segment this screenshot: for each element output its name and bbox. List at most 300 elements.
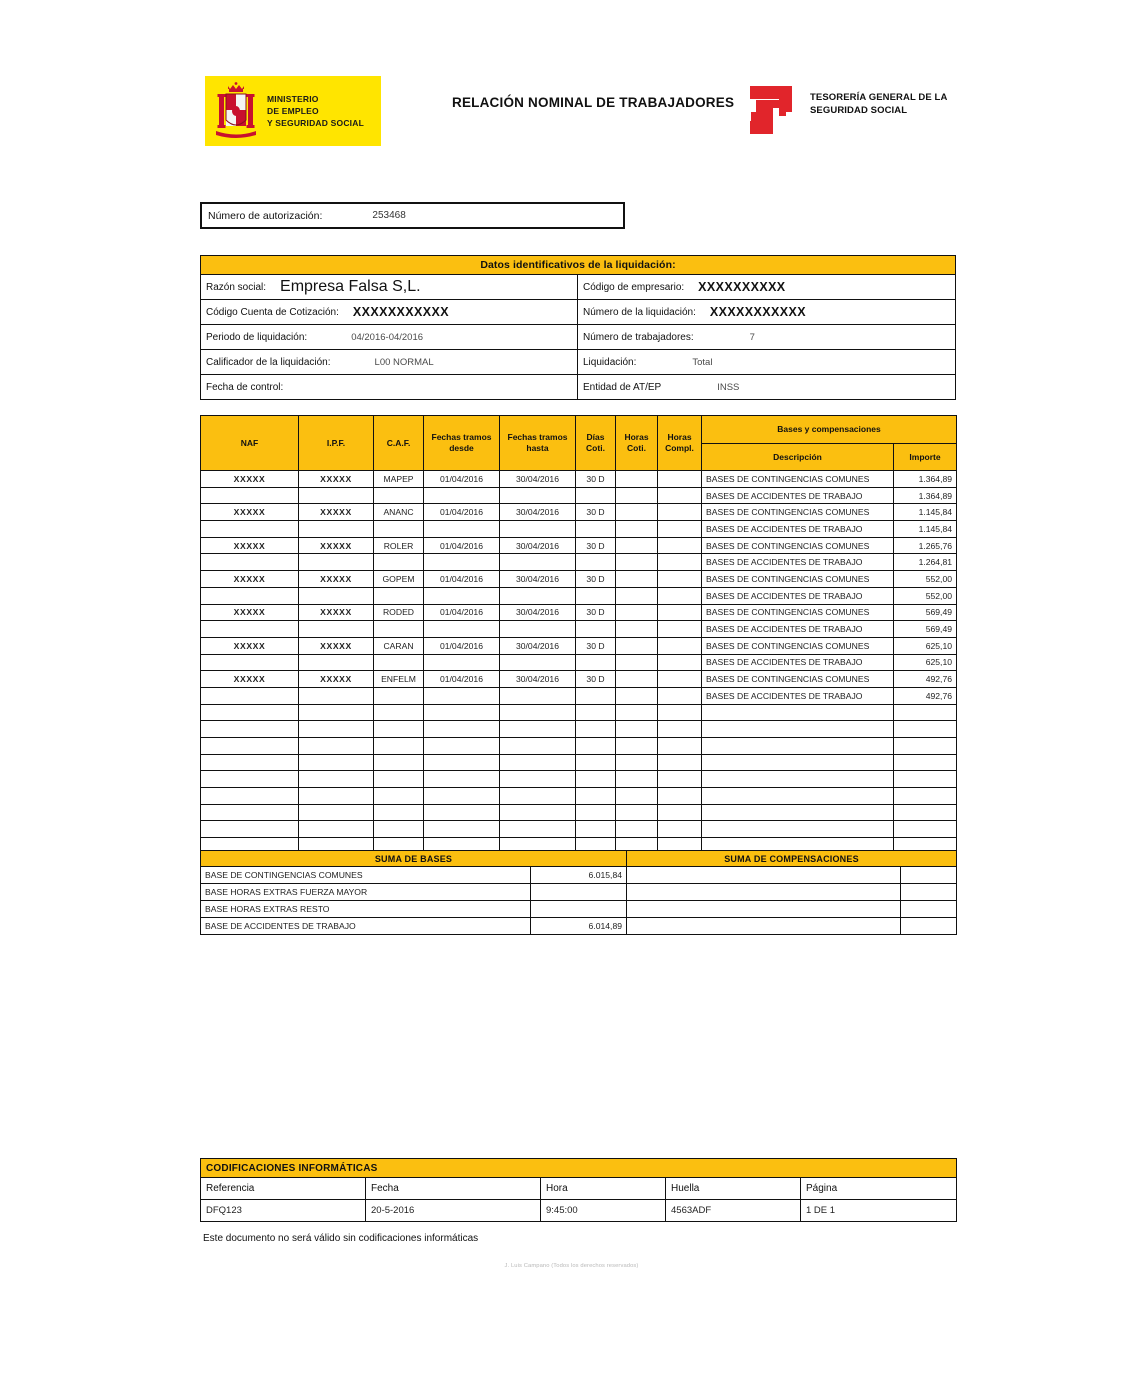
cell-naf [201,821,299,838]
cell-naf: XXXXX [201,671,299,688]
sums-header-bases: SUMA DE BASES [201,851,627,867]
workers-table-body [201,471,957,855]
identification-label: Entidad de AT/EP [583,381,662,393]
col-bases-group: Bases y compensaciones [702,416,957,444]
cell-importe: 569,49 [894,604,957,621]
identification-row [201,275,955,300]
identification-label: Calificador de la liquidación: [206,356,331,368]
sums-row [201,918,957,935]
sums-table [200,850,957,935]
document-header [0,62,1143,152]
cell-hasta: 30/04/2016 [500,537,576,554]
cell-naf: XXXXX [201,504,299,521]
cell-hcoti [616,804,658,821]
cell-descripcion: BASES DE CONTINGENCIAS COMUNES [702,604,894,621]
cell-caf: GOPEM [374,571,424,588]
table-row [201,621,957,638]
cell-descripcion: BASES DE ACCIDENTES DE TRABAJO [702,587,894,604]
sums-comp-label [627,901,901,918]
cell-importe: 1.264,81 [894,554,957,571]
cell-desde [424,804,500,821]
codif-value-huella: 4563ADF [666,1200,801,1222]
cell-dias: 30 D [576,571,616,588]
tgss-line-2: SEGURIDAD SOCIAL [810,104,908,116]
codif-col-referencia: Referencia [201,1178,366,1200]
cell-descripcion: BASES DE ACCIDENTES DE TRABAJO [702,487,894,504]
table-row [201,471,957,488]
codif-col-pagina: Página [801,1178,957,1200]
ministry-name [267,93,364,130]
codif-col-fecha: Fecha [366,1178,541,1200]
cell-hcoti [616,721,658,738]
cell-naf [201,771,299,788]
cell-ipf [299,587,374,604]
cell-hcompl [658,671,702,688]
cell-caf: CARAN [374,637,424,654]
cell-caf [374,687,424,704]
cell-descripcion: BASES DE CONTINGENCIAS COMUNES [702,637,894,654]
cell-hasta [500,771,576,788]
table-row [201,687,957,704]
cell-caf [374,738,424,755]
cell-hasta [500,587,576,604]
col-ipf: I.P.F. [299,416,374,471]
cell-naf [201,554,299,571]
cell-hasta [500,621,576,638]
cell-ipf [299,754,374,771]
col-descripcion: Descripción [702,444,894,471]
cell-dias [576,521,616,538]
table-row [201,671,957,688]
cell-importe: 492,76 [894,687,957,704]
cell-dias: 30 D [576,671,616,688]
identification-row [201,375,955,399]
cell-ipf: XXXXX [299,504,374,521]
col-caf: C.A.F. [374,416,424,471]
cell-hasta: 30/04/2016 [500,471,576,488]
cell-naf [201,687,299,704]
codif-value-pagina: 1 DE 1 [801,1200,957,1222]
table-row [201,521,957,538]
cell-ipf [299,687,374,704]
identification-cell-left [201,325,578,349]
cell-hasta [500,687,576,704]
codifications-table [200,1158,957,1222]
cell-caf [374,721,424,738]
cell-descripcion [702,804,894,821]
sums-comp-value [901,884,957,901]
codif-col-huella: Huella [666,1178,801,1200]
cell-hasta: 30/04/2016 [500,671,576,688]
cell-hcoti [616,654,658,671]
identification-cell-right [578,300,955,324]
cell-hcoti [616,704,658,721]
cell-descripcion: BASES DE ACCIDENTES DE TRABAJO [702,554,894,571]
identification-value: 7 [749,331,755,343]
cell-descripcion: BASES DE CONTINGENCIAS COMUNES [702,504,894,521]
authorization-number-box [200,202,625,229]
identification-label: Liquidación: [583,356,637,368]
cell-hcompl [658,571,702,588]
authorization-value: 253468 [372,210,406,221]
cell-desde [424,821,500,838]
table-row [201,754,957,771]
cell-desde: 01/04/2016 [424,604,500,621]
sums-table-head [201,851,957,867]
cell-importe: 1.364,89 [894,471,957,488]
identification-label: Número de la liquidación: [583,306,696,318]
cell-importe [894,821,957,838]
col-fechas-desde: Fechas tramos desde [424,416,500,471]
cell-caf [374,621,424,638]
cell-dias: 30 D [576,637,616,654]
cell-hasta: 30/04/2016 [500,604,576,621]
cell-descripcion [702,771,894,788]
sums-base-label: BASE HORAS EXTRAS FUERZA MAYOR [201,884,531,901]
cell-descripcion: BASES DE CONTINGENCIAS COMUNES [702,537,894,554]
sums-comp-label [627,884,901,901]
col-fechas-hasta: Fechas tramos hasta [500,416,576,471]
cell-desde [424,771,500,788]
table-row [201,771,957,788]
cell-desde: 01/04/2016 [424,537,500,554]
tgss-line-1: TESORERÍA GENERAL DE LA [810,92,948,103]
cell-hcoti [616,821,658,838]
table-row [201,704,957,721]
codif-value-fecha: 20-5-2016 [366,1200,541,1222]
codifications-value-row [201,1200,957,1222]
cell-descripcion [702,821,894,838]
identification-cell-left [201,275,578,299]
table-row [201,537,957,554]
cell-hcompl [658,687,702,704]
identification-cell-right [578,350,955,374]
cell-dias [576,788,616,805]
cell-caf [374,804,424,821]
cell-desde: 01/04/2016 [424,571,500,588]
cell-hcoti [616,471,658,488]
cell-desde: 01/04/2016 [424,471,500,488]
cell-dias [576,754,616,771]
identification-cell-left [201,300,578,324]
cell-hasta [500,738,576,755]
cell-naf: XXXXX [201,537,299,554]
table-row [201,721,957,738]
cell-naf [201,487,299,504]
cell-hcoti [616,587,658,604]
cell-dias [576,804,616,821]
identification-cell-right [578,375,955,399]
cell-caf [374,821,424,838]
identification-cell-left [201,375,578,399]
cell-ipf [299,721,374,738]
cell-importe: 492,76 [894,671,957,688]
cell-dias [576,621,616,638]
cell-dias [576,554,616,571]
cell-descripcion: BASES DE CONTINGENCIAS COMUNES [702,671,894,688]
cell-desde [424,654,500,671]
cell-hcompl [658,537,702,554]
cell-hcoti [616,687,658,704]
cell-ipf [299,654,374,671]
cell-importe [894,754,957,771]
cell-hcompl [658,554,702,571]
cell-dias [576,687,616,704]
cell-hasta [500,654,576,671]
cell-hcompl [658,521,702,538]
identification-label: Periodo de liquidación: [206,331,308,343]
cell-ipf: XXXXX [299,604,374,621]
ministry-line-1: MINISTERIO [267,93,319,104]
cell-desde [424,754,500,771]
tgss-name [810,92,947,118]
cell-caf [374,521,424,538]
cell-ipf [299,554,374,571]
cell-hcoti [616,504,658,521]
cell-hasta [500,554,576,571]
cell-hcompl [658,804,702,821]
cell-ipf [299,788,374,805]
cell-dias [576,821,616,838]
cell-ipf: XXXXX [299,571,374,588]
cell-ipf [299,487,374,504]
col-importe: Importe [894,444,957,471]
sums-row [201,867,957,884]
tgss-logo [748,84,947,136]
codif-value-hora: 9:45:00 [541,1200,666,1222]
identification-cell-right [578,275,955,299]
cell-naf [201,704,299,721]
sums-base-value: 6.014,89 [531,918,627,935]
sums-comp-value [901,867,957,884]
codifications-title: CODIFICACIONES INFORMÁTICAS [201,1159,957,1178]
cell-importe: 625,10 [894,654,957,671]
cell-desde [424,621,500,638]
cell-importe [894,788,957,805]
cell-naf: XXXXX [201,637,299,654]
cell-hasta [500,704,576,721]
copyright-notice: J. Luis Campano (Todos los derechos reservados) [504,1263,639,1269]
cell-caf: MAPEP [374,471,424,488]
identification-cell-left [201,350,578,374]
cell-naf [201,721,299,738]
cell-importe [894,804,957,821]
identification-label: Número de trabajadores: [583,331,694,343]
cell-ipf [299,771,374,788]
sums-base-value: 6.015,84 [531,867,627,884]
cell-naf [201,587,299,604]
cell-ipf: XXXXX [299,637,374,654]
cell-importe: 1.145,84 [894,504,957,521]
sums-header-compensaciones: SUMA DE COMPENSACIONES [627,851,957,867]
cell-hcoti [616,521,658,538]
cell-hcoti [616,604,658,621]
identification-rows [201,275,955,399]
identification-value: XXXXXXXXXX [698,280,786,294]
cell-desde: 01/04/2016 [424,504,500,521]
cell-dias: 30 D [576,604,616,621]
table-row [201,788,957,805]
cell-desde [424,687,500,704]
cell-importe: 552,00 [894,571,957,588]
cell-dias: 30 D [576,471,616,488]
cell-naf [201,654,299,671]
sums-base-label: BASE DE CONTINGENCIAS COMUNES [201,867,531,884]
cell-hcompl [658,738,702,755]
cell-importe: 1.265,76 [894,537,957,554]
cell-desde [424,487,500,504]
sums-base-value [531,901,627,918]
sums-base-label: BASE HORAS EXTRAS RESTO [201,901,531,918]
col-naf: NAF [201,416,299,471]
cell-naf [201,621,299,638]
cell-naf [201,738,299,755]
page-title: RELACIÓN NOMINAL DE TRABAJADORES [452,95,735,110]
tgss-mark-icon [748,84,800,136]
cell-caf: RODED [374,604,424,621]
identification-label: Código Cuenta de Cotización: [206,306,339,318]
cell-hcompl [658,587,702,604]
table-row [201,571,957,588]
cell-ipf [299,821,374,838]
table-row [201,821,957,838]
codif-col-hora: Hora [541,1178,666,1200]
ministry-line-3: Y SEGURIDAD SOCIAL [267,118,364,129]
cell-ipf: XXXXX [299,471,374,488]
cell-caf [374,704,424,721]
cell-hcompl [658,704,702,721]
table-row [201,604,957,621]
cell-dias [576,587,616,604]
col-horas-coti: Horas Coti. [616,416,658,471]
cell-hcoti [616,754,658,771]
cell-hcompl [658,654,702,671]
cell-importe: 569,49 [894,621,957,638]
cell-descripcion: BASES DE ACCIDENTES DE TRABAJO [702,654,894,671]
cell-hcoti [616,637,658,654]
identification-cell-right [578,325,955,349]
table-row [201,587,957,604]
cell-hcoti [616,738,658,755]
cell-importe: 552,00 [894,587,957,604]
cell-dias [576,738,616,755]
identification-label: Razón social: [206,281,267,293]
cell-hcompl [658,487,702,504]
cell-desde [424,587,500,604]
cell-hcoti [616,671,658,688]
cell-hcoti [616,487,658,504]
sums-base-label: BASE DE ACCIDENTES DE TRABAJO [201,918,531,935]
cell-importe: 625,10 [894,637,957,654]
cell-importe: 1.145,84 [894,521,957,538]
cell-hcompl [658,821,702,838]
identification-row [201,300,955,325]
cell-desde: 01/04/2016 [424,637,500,654]
cell-hcoti [616,621,658,638]
cell-hasta [500,754,576,771]
cell-hcoti [616,554,658,571]
table-row [201,487,957,504]
cell-descripcion: BASES DE ACCIDENTES DE TRABAJO [702,687,894,704]
col-horas-compl: Horas Compl. [658,416,702,471]
cell-desde [424,738,500,755]
table-row [201,654,957,671]
cell-hcompl [658,771,702,788]
cell-desde [424,788,500,805]
cell-naf [201,804,299,821]
cell-dias: 30 D [576,504,616,521]
cell-hcoti [616,571,658,588]
cell-descripcion [702,704,894,721]
cell-naf: XXXXX [201,571,299,588]
cell-dias [576,771,616,788]
cell-naf [201,754,299,771]
cell-importe: 1.364,89 [894,487,957,504]
cell-hcompl [658,471,702,488]
cell-dias [576,704,616,721]
identification-value: 04/2016-04/2016 [351,331,424,343]
sums-row [201,901,957,918]
authorization-label: Número de autorización: [208,209,323,222]
identification-block [200,255,956,400]
cell-hcompl [658,637,702,654]
cell-dias [576,487,616,504]
sums-comp-value [901,918,957,935]
identification-value: XXXXXXXXXXX [709,305,806,319]
cell-hasta: 30/04/2016 [500,571,576,588]
identification-label: Fecha de control: [206,381,284,393]
cell-hcoti [616,771,658,788]
cell-ipf: XXXXX [299,537,374,554]
cell-ipf [299,738,374,755]
cell-desde [424,521,500,538]
identification-value: L00 NORMAL [374,356,434,368]
cell-hasta [500,721,576,738]
cell-caf: ANANC [374,504,424,521]
cell-hcompl [658,754,702,771]
cell-caf [374,587,424,604]
sums-table-body [201,867,957,935]
table-row [201,554,957,571]
cell-descripcion: BASES DE ACCIDENTES DE TRABAJO [702,521,894,538]
cell-ipf [299,704,374,721]
cell-descripcion [702,738,894,755]
cell-descripcion [702,721,894,738]
identification-title: Datos identificativos de la liquidación: [201,256,955,275]
cell-hcompl [658,504,702,521]
cell-naf [201,788,299,805]
sums-base-value [531,884,627,901]
cell-hasta [500,821,576,838]
cell-hcompl [658,604,702,621]
table-row [201,804,957,821]
cell-desde: 01/04/2016 [424,671,500,688]
cell-importe [894,738,957,755]
cell-dias [576,721,616,738]
sums-comp-label [627,918,901,935]
cell-ipf: XXXXX [299,671,374,688]
cell-hasta [500,788,576,805]
cell-desde [424,721,500,738]
codif-value-referencia: DFQ123 [201,1200,366,1222]
cell-caf: ENFELM [374,671,424,688]
cell-hcoti [616,537,658,554]
cell-hcoti [616,788,658,805]
cell-hasta [500,521,576,538]
cell-ipf [299,621,374,638]
cell-caf [374,554,424,571]
identification-value: Empresa Falsa S,L. [280,278,421,295]
